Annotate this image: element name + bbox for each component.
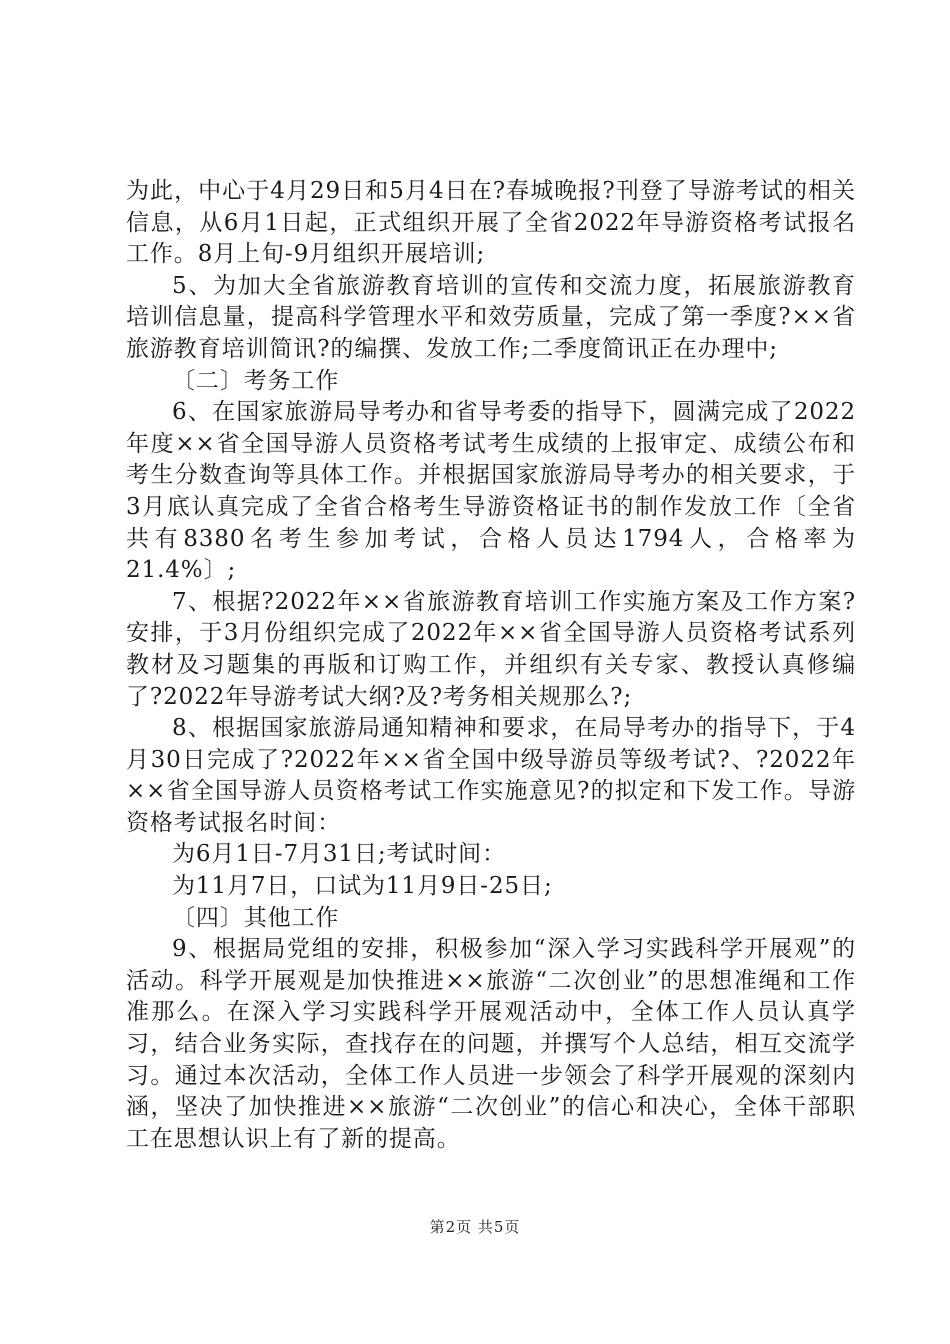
section-heading-exam-affairs: 〔二〕考务工作 — [172, 367, 340, 394]
paragraph-item-6: 6、在国家旅游局导考办和省导考委的指导下，圆满完成了2022年度××省全国导游人员资格考试考生成绩的上报审定、成绩公布和考生分数查询等具体工作。并根据国家旅游局导考办的相关要求，于3月底认真完成了全省合格考生导游资格证书的制作发放工作〔全省共有8380名考生参加考试，合格人员达1794人，合格率为21.4%〕; — [126, 399, 856, 584]
section-heading-other-work: 〔四〕其他工作 — [172, 904, 340, 931]
paragraph-item-7: 7、根据?2022年××省旅游教育培训工作实施方案及工作方案?安排，于3月份组织完成了2022年××省全国导游人员资格考试系列教材及习题集的再版和订购工作，并组织有关专家、教授认真修编了?2022年导游考试大纲?及?考务相关规那么?; — [126, 588, 856, 710]
paragraph-item-8: 8、根据国家旅游局通知精神和要求，在局导考办的指导下，于4月30日完成了?2022年××省全国中级导游员等级考试?、?2022年××省全国导游人员资格考试工作实施意见?的拟定和下发工作。导游资格考试报名时间： — [126, 715, 856, 836]
paragraph-exam-time: 为11月7日，口试为11月9日-25日; — [172, 873, 553, 900]
paragraph-registration-time: 为6月1日-7月31日;考试时间： — [172, 841, 506, 868]
document-body — [126, 176, 856, 1155]
paragraph-item-5: 5、为加大全省旅游教育培训的宣传和交流力度，拓展旅游教育培训信息量，提高科学管理水平和效劳质量，完成了第一季度?××省旅游教育培训简讯?的编撰、发放工作;二季度简讯正在办理中; — [126, 272, 856, 362]
paragraph-item-9: 9、根据局党组的安排，积极参加“深入学习实践科学开展观”的活动。科学开展观是加快推进××旅游“二次创业”的思想准绳和工作准那么。在深入学习实践科学开展观活动中，全体工作人员认真学习，结合业务实际，查找存在的问题，并撰写个人总结，相互交流学习。通过本次活动，全体工作人员进一步领会了科学开展观的深刻内涵，坚决了加快推进××旅游“二次创业”的信心和决心，全体干部职工在思想认识上有了新的提高。 — [126, 936, 856, 1152]
page-number-footer: 第2页 共5页 — [429, 1218, 521, 1236]
paragraph-continuation: 为此，中心于4月29日和5月4日在?春城晚报?刊登了导游考试的相关信息，从6月1日起，正式组织开展了全省2022年导游资格考试报名工作。8月上旬-9月组织开展培训; — [126, 178, 856, 268]
